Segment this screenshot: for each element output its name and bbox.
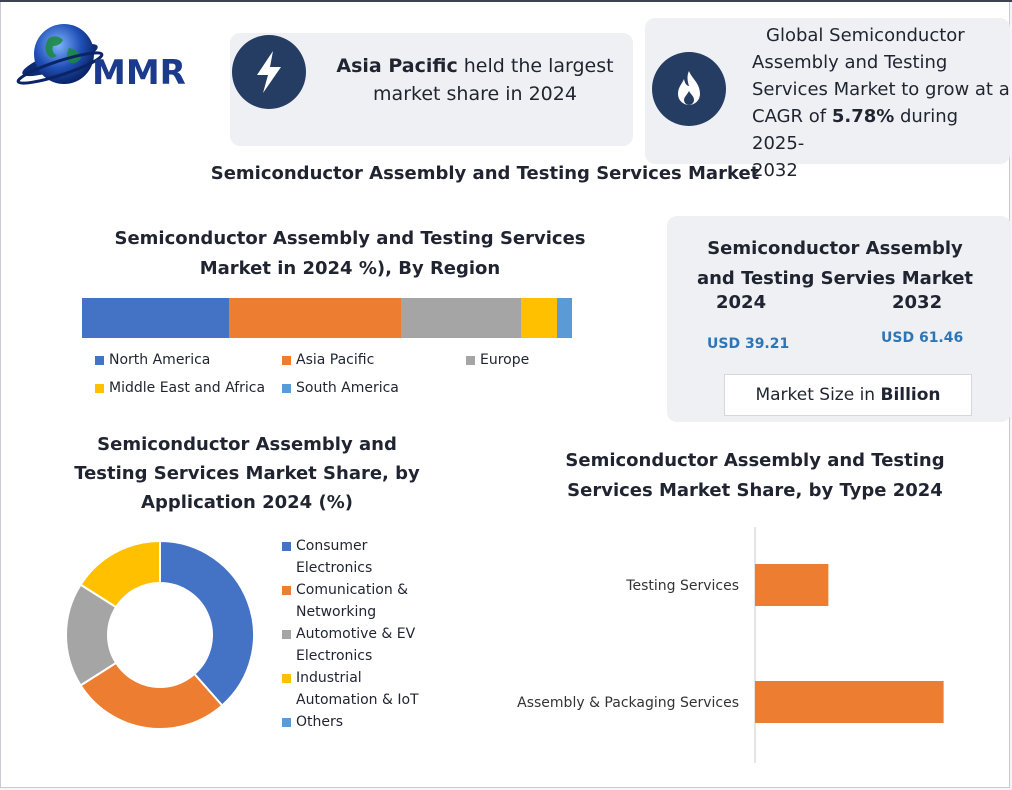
region-stacked-bar (82, 298, 572, 338)
flame-icon (672, 69, 706, 109)
unit-bold: Billion (880, 385, 941, 405)
logo-text: MMR (92, 53, 186, 93)
cagr-line5: 2032 (752, 160, 798, 181)
cagr-line1: Global Semiconductor (766, 25, 965, 46)
type-category-label: Assembly & Packaging Services (517, 695, 739, 711)
legend-label: Asia Pacific (296, 352, 375, 368)
legend-swatch (466, 356, 475, 365)
mmr-logo (14, 18, 214, 98)
region-legend-item (466, 352, 529, 368)
application-legend-item (282, 579, 472, 623)
legend-label: Consumer Electronics (296, 538, 373, 576)
top-border (0, 0, 1012, 2)
legend-swatch (282, 586, 291, 595)
application-donut-chart (60, 535, 260, 735)
region-segment-north-america (82, 298, 229, 338)
callout-region-rest2: market share in 2024 (373, 83, 577, 105)
application-legend (282, 535, 472, 733)
type-bar-testing-services (755, 564, 828, 606)
market-size-title-line1: Semiconductor Assembly (707, 238, 963, 259)
legend-swatch (95, 384, 104, 393)
type-title-line1: Semiconductor Assembly and Testing (565, 450, 945, 471)
legend-swatch (282, 718, 291, 727)
lightning-icon-circle (232, 35, 306, 109)
legend-label: Others (296, 714, 344, 730)
type-chart-title (540, 446, 970, 506)
region-legend-item (95, 380, 265, 396)
cagr-line4 (752, 103, 1010, 157)
market-size-title-line2: and Testing Servies Market (696, 268, 974, 289)
type-category-label: Testing Services (626, 578, 739, 594)
type-title-line2: Services Market Share, by Type 2024 (567, 480, 943, 501)
region-title-line1: Semiconductor Assembly and Testing Services (114, 228, 586, 249)
lightning-icon (249, 49, 289, 95)
value-2032: USD 61.46 (881, 330, 964, 346)
cagr-pre: CAGR of (752, 106, 832, 127)
legend-swatch (282, 384, 291, 393)
donut-slice-consumer-electronics (160, 541, 254, 706)
year-2024: 2024 (716, 292, 767, 313)
region-chart-title (90, 224, 610, 284)
region-segment-south-america (557, 298, 572, 338)
legend-swatch (282, 630, 291, 639)
region-segment-europe (401, 298, 521, 338)
legend-swatch (282, 542, 291, 551)
region-segment-middle-east-and-africa (521, 298, 558, 338)
application-legend-item (282, 667, 472, 711)
region-callout-text (330, 52, 620, 108)
application-legend-item (282, 623, 472, 667)
cagr-line3: Services Market to grow at a (752, 79, 1010, 100)
legend-label: Industrial Automation & IoT (296, 670, 419, 708)
market-size-unit-box (724, 374, 972, 416)
type-bar-chart (480, 525, 980, 765)
region-legend-item (282, 352, 374, 368)
application-legend-item (282, 711, 472, 733)
unit-pre: Market Size in (755, 385, 876, 405)
legend-swatch (282, 356, 291, 365)
callout-region-bold: Asia Pacific (336, 55, 458, 77)
main-title: Semiconductor Assembly and Testing Services Market (210, 163, 760, 184)
cagr-line2: Assembly and Testing (752, 52, 948, 73)
legend-label: Automotive & EV Electronics (296, 626, 416, 664)
flame-icon-circle (652, 52, 726, 126)
legend-label: North America (109, 352, 211, 368)
legend-label: Comunication & Networking (296, 582, 409, 620)
region-segment-asia-pacific (229, 298, 401, 338)
legend-swatch (282, 674, 291, 683)
legend-label: Middle East and Africa (109, 380, 266, 396)
callout-region-rest1: held the largest (457, 55, 614, 77)
app-title-line1: Semiconductor Assembly and (97, 434, 397, 455)
year-2032: 2032 (892, 292, 943, 313)
legend-swatch (95, 356, 104, 365)
region-title-line2: Market in 2024 %), By Region (199, 258, 501, 279)
legend-label: Europe (480, 352, 530, 368)
cagr-value: 5.78% (831, 106, 895, 127)
cagr-callout-text (752, 22, 1010, 184)
region-legend-item (282, 380, 399, 396)
legend-label: South America (296, 380, 399, 396)
app-title-line2: Testing Services Market Share, by (74, 463, 420, 484)
app-title-line3: Application 2024 (%) (141, 492, 353, 513)
market-size-title (690, 234, 980, 294)
value-2024: USD 39.21 (707, 336, 790, 352)
application-chart-title (62, 430, 432, 517)
application-legend-item (282, 535, 472, 579)
cagr-post: during 2025- (752, 106, 959, 154)
type-bar-assembly-packaging-services (755, 681, 944, 723)
region-legend-item (95, 352, 210, 368)
